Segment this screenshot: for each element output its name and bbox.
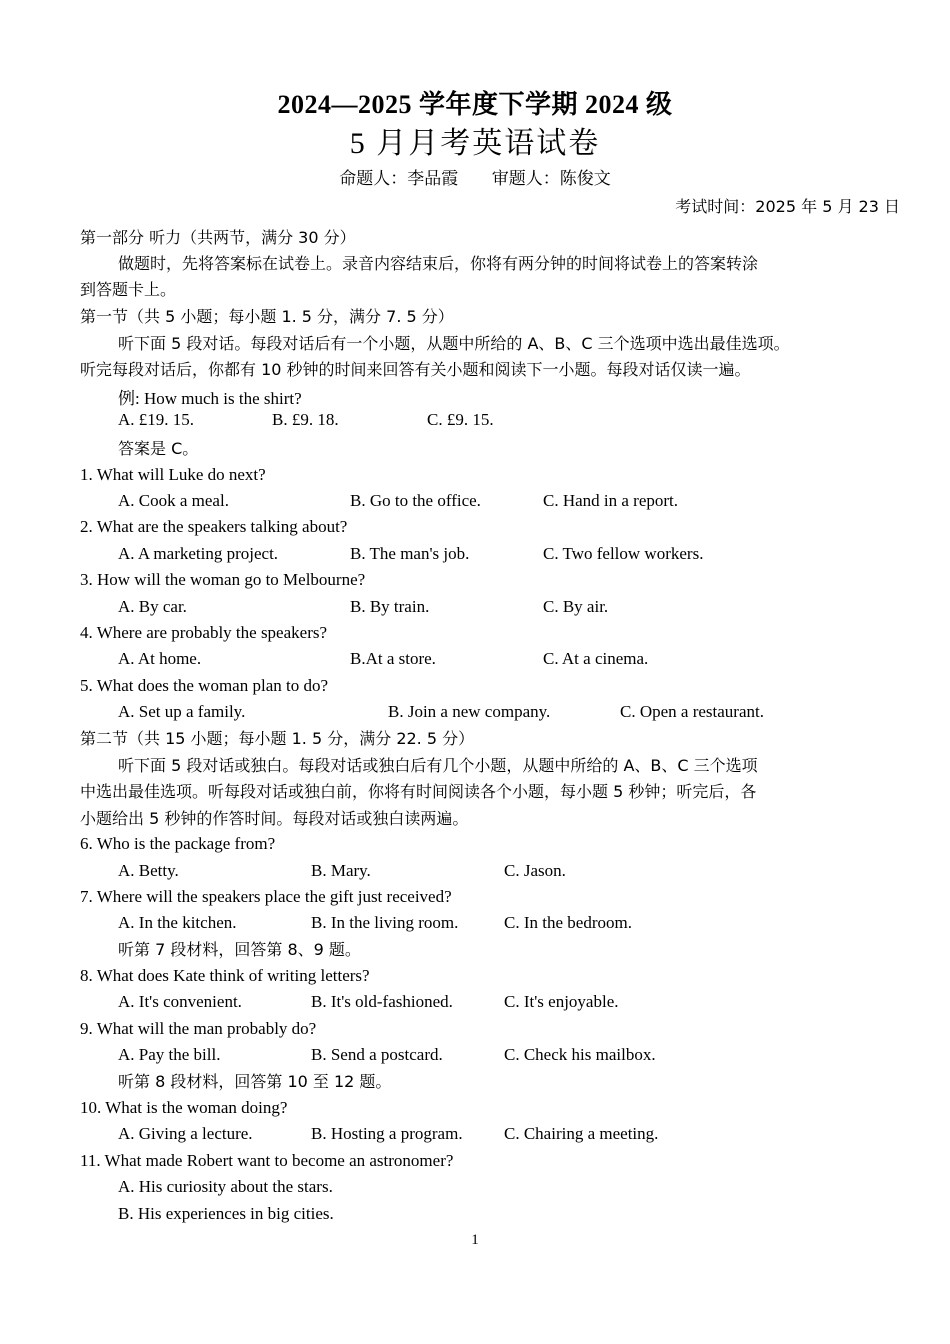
q8-option-b: B. It's old-fashioned. — [311, 992, 453, 1011]
example-answer: 答案是 C。 — [118, 439, 199, 458]
example-option-c: C. £9. 15. — [427, 410, 494, 429]
setter: 命题人：李品霞 — [339, 169, 459, 189]
question-5: 5. What does the woman plan to do? — [80, 676, 329, 695]
question-1: 1. What will Luke do next? — [80, 465, 266, 484]
exam-title-line2: 5 月月考英语试卷 — [349, 127, 601, 160]
q4-option-c: C. At a cinema. — [543, 649, 649, 668]
part1-instruction-2: 到答题卡上。 — [80, 280, 177, 299]
q3-option-c: C. By air. — [543, 597, 609, 616]
example-option-a: A. £19. 15. — [118, 410, 195, 429]
q5-option-a: A. Set up a family. — [118, 702, 246, 721]
question-6: 6. Who is the package from? — [80, 834, 276, 853]
q1-option-a: A. Cook a meal. — [118, 491, 229, 510]
page-number: 1 — [471, 1232, 479, 1248]
q8-option-c: C. It's enjoyable. — [504, 992, 619, 1011]
question-4: 4. Where are probably the speakers? — [80, 623, 328, 642]
q6-option-c: C. Jason. — [504, 861, 566, 880]
q6-option-b: B. Mary. — [311, 861, 371, 880]
question-11: 11. What made Robert want to become an astronomer? — [80, 1151, 454, 1170]
question-10: 10. What is the woman doing? — [80, 1098, 288, 1117]
q4-option-a: A. At home. — [118, 649, 202, 668]
q5-option-c: C. Open a restaurant. — [620, 702, 764, 721]
question-2: 2. What are the speakers talking about? — [80, 517, 348, 536]
question-3: 3. How will the woman go to Melbourne? — [80, 570, 366, 589]
exam-title-line1: 2024—2025 学年度下学期 2024 级 — [277, 90, 673, 119]
q2-option-a: A. A marketing project. — [118, 544, 279, 563]
section1-heading: 第一节（共 5 小题；每小题 1. 5 分，满分 7. 5 分） — [80, 307, 454, 326]
reviewer: 审题人：陈俊文 — [491, 169, 611, 189]
material-7-note: 听第 7 段材料，回答第 8、9 题。 — [118, 940, 361, 959]
q8-option-a: A. It's convenient. — [118, 992, 242, 1011]
section2-heading: 第二节（共 15 小题；每小题 1. 5 分，满分 22. 5 分） — [80, 729, 475, 748]
q10-option-a: A. Giving a lecture. — [118, 1124, 253, 1143]
q11-option-b: B. His experiences in big cities. — [118, 1204, 334, 1223]
section2-instruction-1: 听下面 5 段对话或独白。每段对话或独白后有几个小题，从题中所给的 A、B、C 三个选项 — [118, 756, 758, 775]
q7-option-c: C. In the bedroom. — [504, 913, 632, 932]
q11-option-a: A. His curiosity about the stars. — [118, 1177, 333, 1196]
exam-time: 考试时间：2025 年 5 月 23 日 — [675, 197, 900, 216]
question-9: 9. What will the man probably do? — [80, 1019, 317, 1038]
q9-option-a: A. Pay the bill. — [118, 1045, 221, 1064]
question-7: 7. Where will the speakers place the gift just received? — [80, 887, 452, 906]
q5-option-b: B. Join a new company. — [388, 702, 551, 721]
q10-option-c: C. Chairing a meeting. — [504, 1124, 659, 1143]
q9-option-b: B. Send a postcard. — [311, 1045, 443, 1064]
q6-option-a: A. Betty. — [118, 861, 179, 880]
section1-instruction-1: 听下面 5 段对话。每段对话后有一个小题，从题中所给的 A、B、C 三个选项中选出最佳选项。 — [118, 334, 790, 353]
material-8-note: 听第 8 段材料，回答第 10 至 12 题。 — [118, 1072, 392, 1091]
q7-option-a: A. In the kitchen. — [118, 913, 237, 932]
example-question: 例: How much is the shirt? — [118, 389, 302, 408]
authors-line — [0, 164, 950, 189]
part1-instruction-1: 做题时，先将答案标在试卷上。录音内容结束后，你将有两分钟的时间将试卷上的答案转涂 — [118, 254, 759, 273]
q1-option-b: B. Go to the office. — [350, 491, 481, 510]
q2-option-c: C. Two fellow workers. — [543, 544, 704, 563]
q4-option-b: B.At a store. — [350, 649, 436, 668]
section2-instruction-2: 中选出最佳选项。听每段对话或独白前，你将有时间阅读各个小题，每小题 5 秒钟；听完后，各 — [80, 782, 757, 801]
q3-option-b: B. By train. — [350, 597, 430, 616]
q10-option-b: B. Hosting a program. — [311, 1124, 463, 1143]
q9-option-c: C. Check his mailbox. — [504, 1045, 656, 1064]
q3-option-a: A. By car. — [118, 597, 187, 616]
section1-instruction-2: 听完每段对话后，你都有 10 秒钟的时间来回答有关小题和阅读下一小题。每段对话仅读一遍。 — [80, 360, 751, 379]
section2-instruction-3: 小题给出 5 秒钟的作答时间。每段对话或独白读两遍。 — [80, 809, 469, 828]
part1-heading: 第一部分 听力（共两节，满分 30 分） — [80, 228, 356, 247]
question-8: 8. What does Kate think of writing letters? — [80, 966, 370, 985]
q7-option-b: B. In the living room. — [311, 913, 459, 932]
example-option-b: B. £9. 18. — [272, 410, 339, 429]
q2-option-b: B. The man's job. — [350, 544, 470, 563]
q1-option-c: C. Hand in a report. — [543, 491, 679, 510]
